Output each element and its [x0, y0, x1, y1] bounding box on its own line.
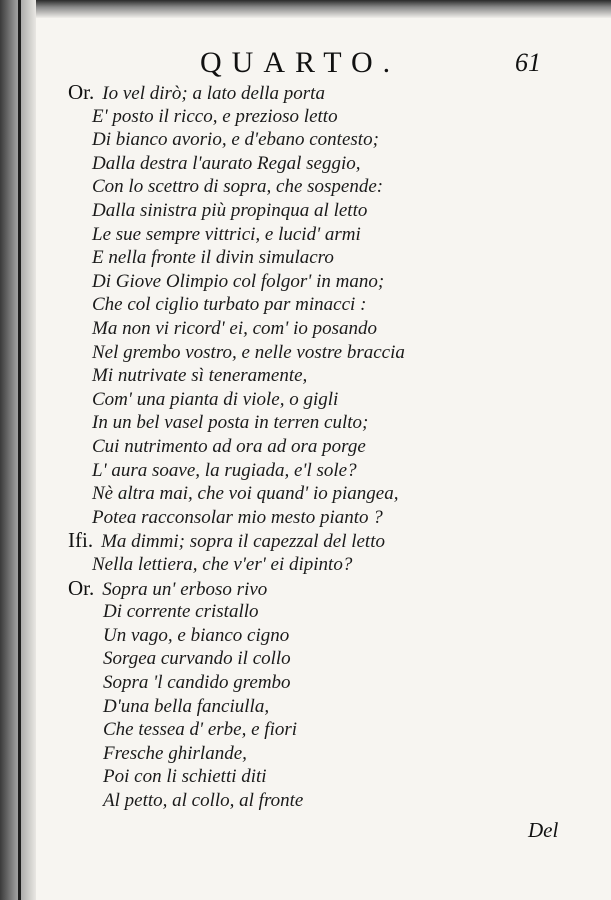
- running-head: QUARTO.: [200, 46, 401, 79]
- verse-line: [103, 718, 297, 741]
- catchword: Del: [528, 818, 559, 842]
- verse-line-text: Con lo scettro di sopra, che sospende:: [92, 176, 384, 198]
- verse-line-text: In un bel vasel posta in terren culto;: [92, 412, 369, 434]
- verse-line-text: Nel grembo vostro, e nelle vostre braccia: [92, 341, 405, 363]
- verse-line: [103, 765, 267, 788]
- verse-line-text: Io vel dirò; a lato della porta: [102, 83, 325, 104]
- verse-line: [92, 341, 405, 364]
- verse-line-text: D'una bella fanciulla,: [103, 695, 270, 717]
- verse-line: [103, 600, 259, 623]
- verse-line-text: Sorgea curvando il collo: [103, 648, 291, 670]
- verse-line-text: Sopra un' erboso rivo: [102, 578, 268, 600]
- verse-line: [103, 647, 291, 670]
- verse-line-text: Poi con li schietti diti: [103, 766, 267, 788]
- verse-line-text: Di bianco avorio, e d'ebano contesto;: [92, 129, 379, 151]
- verse-line: [103, 742, 247, 765]
- verse-line-text: Le sue sempre vittrici, e lucid' armi: [92, 223, 361, 245]
- verse-line-text: Che tessea d' erbe, e fiori: [103, 719, 298, 741]
- verse-line-text: E' posto il ricco, e prezioso letto: [92, 105, 338, 127]
- verse-line: [92, 459, 357, 482]
- speaker-name: Or.: [68, 80, 95, 104]
- verse-line: [92, 435, 366, 458]
- verse-line-text: Nella lettiera, che v'er' ei dipinto?: [92, 554, 353, 575]
- verse-line-text: Nè altra mai, che voi quand' io piangea,: [92, 483, 399, 505]
- verse-line-text: Cui nutrimento ad ora ad ora porge: [92, 436, 366, 457]
- speaker-name: Or.: [68, 575, 95, 600]
- verse-line: [92, 199, 367, 222]
- verse-line-text: Un vago, e bianco cigno: [103, 624, 290, 646]
- verse-line: [103, 789, 303, 812]
- verse-line: [92, 482, 398, 505]
- verse-line: [68, 81, 325, 104]
- verse-line-text: Sopra 'l candido grembo: [103, 672, 291, 693]
- verse-line: [92, 105, 338, 128]
- verse-line: [92, 223, 361, 246]
- verse-line: [92, 317, 377, 340]
- verse-line-text: Di corrente cristallo: [103, 601, 259, 623]
- verse-line: [92, 411, 368, 434]
- binding-edge-line: [18, 0, 21, 900]
- verse-line: [92, 270, 384, 293]
- verse-line-text: Dalla sinistra più propinqua al letto: [92, 200, 368, 221]
- verse-line: [92, 152, 360, 175]
- verse-line-text: Fresche ghirlande,: [103, 742, 247, 764]
- verse-line: [103, 671, 291, 694]
- verse-line-text: Com' una pianta di viole, o gigli: [92, 388, 339, 410]
- verse-line-text: E nella fronte il divin simulacro: [92, 247, 334, 269]
- verse-line: [103, 695, 269, 718]
- verse-line-text: Ma non vi ricord' ei, com' io posando: [92, 318, 377, 339]
- verse-line: [92, 246, 334, 269]
- verse-line: [92, 175, 383, 198]
- verse-line-text: Al petto, al collo, al fronte: [103, 790, 304, 811]
- verse-line-text: Di Giove Olimpio col folgor' in mano;: [92, 270, 385, 292]
- verse-line: [92, 364, 307, 387]
- speaker-name: Ifi.: [68, 528, 94, 553]
- verse-line: [92, 553, 352, 576]
- verse-line-text: Mi nutrivate sì teneramente,: [92, 365, 308, 387]
- verse-line-text: Ma dimmi; sopra il capezzal del letto: [101, 531, 385, 553]
- verse-line: [92, 388, 338, 411]
- page-top-shadow: [0, 0, 611, 18]
- page-number: 61: [515, 48, 541, 77]
- verse-line-text: L' aura soave, la rugiada, e'l sole?: [92, 459, 357, 481]
- verse-line: [68, 577, 267, 600]
- verse-line-text: Che col ciglio turbato par minacci :: [92, 294, 367, 316]
- verse-line: [68, 529, 385, 552]
- verse-line: [92, 506, 383, 529]
- verse-line-text: Dalla destra l'aurato Regal seggio,: [92, 152, 361, 174]
- verse-line: [103, 624, 289, 647]
- verse-line: [92, 293, 366, 316]
- verse-line-text: Potea racconsolar mio mesto pianto ?: [92, 506, 383, 528]
- verse-line: [92, 128, 379, 151]
